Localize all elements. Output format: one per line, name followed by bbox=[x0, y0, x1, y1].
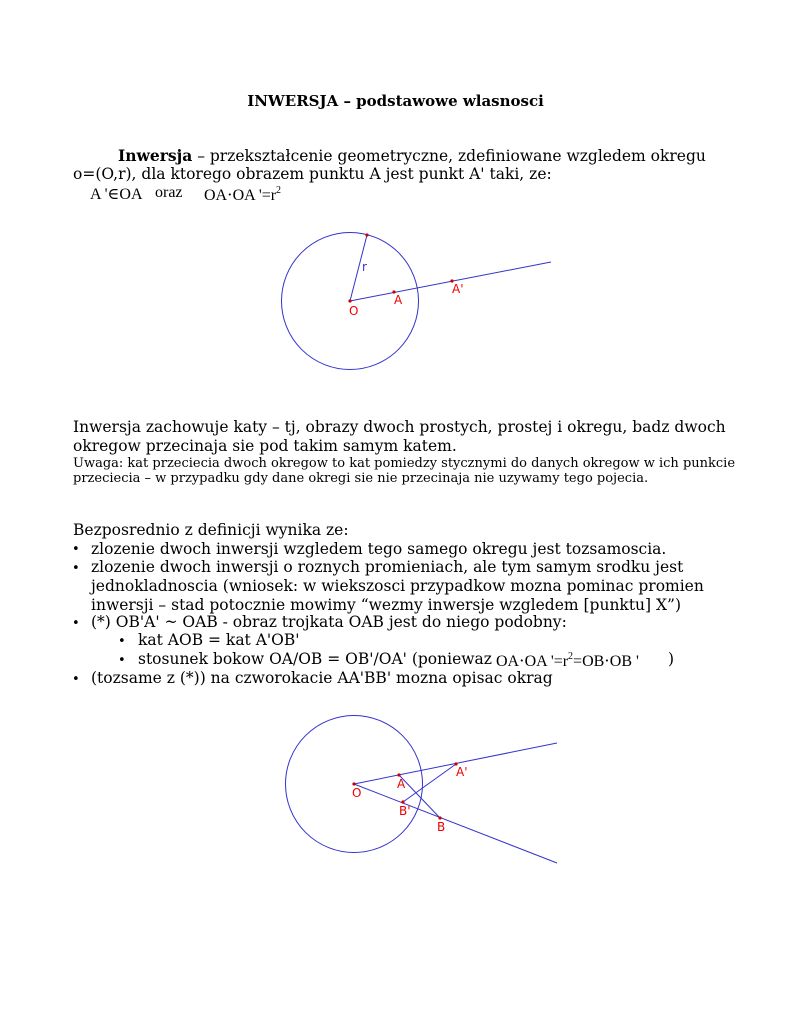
sub-bullet-1-marker: • bbox=[118, 634, 126, 649]
bullet-1-marker: • bbox=[72, 542, 80, 557]
consequence-item-4: (tozsame z (*)) na czworokacie AA'BB' mozna opisac okrag bbox=[91, 669, 553, 687]
sub-bullet-2-marker: • bbox=[118, 653, 126, 668]
label-b-prime-2: B' bbox=[399, 804, 411, 818]
label-o: O bbox=[349, 304, 359, 318]
condition-conjunction: oraz bbox=[155, 184, 183, 201]
point-o bbox=[348, 299, 351, 302]
sub-item-2-text: stosunek bokow OA/OB = OB'/OA' (poniewaz bbox=[138, 650, 492, 668]
consequence-item-2-line-2: jednokladnoscia (wniosek: w wiekszosci przypadkow mozna pominac promien bbox=[91, 577, 704, 595]
label-o-2: O bbox=[352, 786, 362, 800]
bullet-3-marker: • bbox=[72, 616, 80, 631]
page-title: INWERSJA – podstawowe wlasnosci bbox=[247, 92, 544, 110]
segment-a-prime-b-prime bbox=[403, 764, 456, 802]
definition-term: Inwersja bbox=[118, 146, 193, 165]
label-a-prime: A' bbox=[452, 282, 464, 296]
ray-ob-2 bbox=[354, 784, 557, 863]
condition-2-base: OA⋅OA '=r bbox=[204, 187, 277, 204]
sub-item-2-close: ) bbox=[668, 650, 675, 668]
point-r-end bbox=[365, 233, 368, 236]
sub-item-1: kat AOB = kat A'OB' bbox=[138, 631, 300, 649]
formula-exponent: 2 bbox=[568, 651, 574, 662]
consequences-intro: Bezposrednio z definicji wynika ze: bbox=[73, 521, 349, 539]
note-line-1: Uwaga: kat przeciecia dwoch okregow to kat pomiedzy stycznymi do danych okregow w ich punkcie bbox=[73, 456, 736, 471]
angles-line-2: okregow przecinaja sie pod takim samym katem. bbox=[73, 437, 457, 455]
consequence-item-1: zlozenie dwoch inwersji wzgledem tego samego okregu jest tozsamoscia. bbox=[91, 540, 667, 558]
definition-line-1-rest: – przekształcenie geometryczne, zdefiniowane wzgledem okregu bbox=[192, 147, 706, 165]
label-a-prime-2: A' bbox=[456, 765, 468, 779]
consequence-item-2-line-1: zlozenie dwoch inwersji o roznych promieniach, ale tym samym srodku jest bbox=[91, 558, 684, 576]
bullet-4-marker: • bbox=[72, 672, 80, 687]
formula-part-a: OA⋅OA '=r bbox=[496, 653, 569, 670]
label-r: r bbox=[362, 260, 367, 274]
figure-2 bbox=[286, 716, 558, 864]
note-line-2: przeciecia – w przypadku gdy dane okregi sie nie przecinaja nie uzywamy tego pojecia. bbox=[73, 471, 649, 486]
angles-line-1: Inwersja zachowuje katy – tj, obrazy dwoch prostych, prostej i okregu, badz dwoch bbox=[73, 418, 726, 436]
label-a-2: A bbox=[397, 777, 406, 791]
condition-1-formula: A '∈OA bbox=[90, 186, 143, 203]
figure-1 bbox=[282, 233, 552, 370]
consequence-item-3: (*) OB'A' ~ OAB - obraz trojkata OAB jest do niego podobny: bbox=[91, 613, 567, 631]
label-a: A bbox=[394, 293, 403, 307]
definition-line-2: o=(O,r), dla ktorego obrazem punktu A jest punkt A' taki, ze: bbox=[73, 165, 552, 183]
formula-part-b: =OB⋅OB ' bbox=[573, 653, 639, 670]
sub-item-2-formula bbox=[496, 651, 639, 671]
consequence-item-2-line-3: inwersji – stad potocznie mowimy “wezmy inwersje wzgledem [punktu] X”) bbox=[91, 596, 682, 614]
bullet-2-marker: • bbox=[72, 561, 80, 576]
condition-2-exponent: 2 bbox=[276, 185, 282, 196]
label-b-2: B bbox=[437, 820, 446, 834]
